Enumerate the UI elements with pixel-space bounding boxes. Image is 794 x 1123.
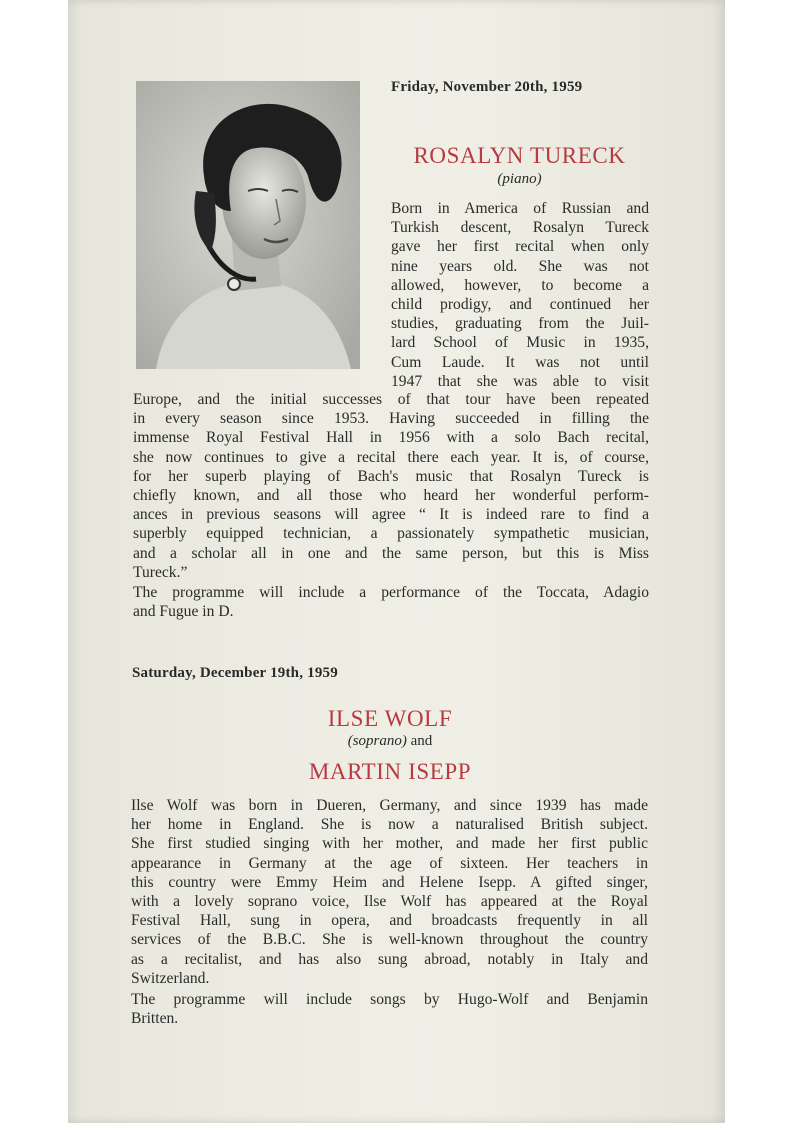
bio-line: Festival Hall, sung in opera, and broadcasts frequently in all bbox=[131, 912, 648, 930]
programme-line: Britten. bbox=[131, 1010, 179, 1028]
concert2-programme-note bbox=[131, 990, 648, 1028]
portrait-photo-rosalyn-tureck bbox=[136, 81, 360, 369]
bio-line: she now continues to give a recital there each year. It is, of course, bbox=[133, 448, 649, 466]
bio-line: She first studied singing with her mother, and made her first public bbox=[131, 835, 648, 853]
concert1-instrument: (piano) bbox=[497, 171, 542, 187]
bio-line: in every season since 1953. Having succeeded in filling the bbox=[133, 410, 649, 428]
bio-line: allowed, however, to become a bbox=[391, 276, 649, 294]
programme-line: The programme will include a performance of the Toccata, Adagio bbox=[133, 584, 649, 601]
bio-line: services of the B.B.C. She is well-known throughout the country bbox=[131, 931, 648, 949]
concert2-conjunction: and bbox=[406, 733, 433, 749]
concert1-programme-note bbox=[133, 583, 649, 621]
bio-line: studies, graduating from the Juil- bbox=[391, 315, 649, 333]
bio-line: Europe, and the initial successes of that tour have been repeated bbox=[133, 391, 649, 408]
bio-line: appearance in Germany at the age of sixteen. Her teachers in bbox=[131, 854, 648, 872]
bio-line: Switzerland. bbox=[131, 969, 210, 987]
bio-line: immense Royal Festival Hall in 1956 with a solo Bach recital, bbox=[133, 429, 649, 447]
bio-line: with a lovely soprano voice, Ilse Wolf has appeared at the Royal bbox=[131, 893, 648, 911]
concert1-artist-name: ROSALYN TURECK bbox=[413, 143, 626, 168]
concert2-instrument-line bbox=[130, 733, 650, 750]
concert2-date: Saturday, December 19th, 1959 bbox=[132, 665, 338, 681]
bio-line: gave her first recital when only bbox=[391, 238, 649, 256]
bio-line: and a scholar all in one and the same person, but this is Miss bbox=[133, 544, 649, 562]
bio-line: Born in America of Russian and bbox=[391, 200, 649, 217]
bio-line: ances in previous seasons will agree “ It is indeed rare to find a bbox=[133, 506, 649, 524]
bio-line: as a recitalist, and has also sung abroad, notably in Italy and bbox=[131, 950, 648, 968]
concert1-bio-wide bbox=[133, 390, 649, 582]
programme-line: The programme will include songs by Hugo-Wolf and Benjamin bbox=[131, 991, 648, 1008]
bio-line: Turkish descent, Rosalyn Tureck bbox=[391, 219, 649, 237]
concert1-date: Friday, November 20th, 1959 bbox=[391, 79, 583, 95]
concert2-instrument: (soprano) bbox=[347, 733, 407, 749]
concert2-bio bbox=[131, 796, 648, 988]
bio-line: for her superb playing of Bach's music that Rosalyn Tureck is bbox=[133, 467, 649, 485]
bio-line: Ilse Wolf was born in Dueren, Germany, and since 1939 has made bbox=[131, 797, 648, 814]
bio-line: her home in England. She is now a naturalised British subject. bbox=[131, 816, 648, 834]
concert2-artist2-name: MARTIN ISEPP bbox=[308, 759, 472, 784]
bio-line: child prodigy, and continued her bbox=[391, 296, 649, 314]
concert2-artist1-name: ILSE WOLF bbox=[327, 706, 453, 731]
bio-line: 1947 that she was able to visit bbox=[391, 372, 649, 390]
bio-line: this country were Emmy Heim and Helene Isepp. A gifted singer, bbox=[131, 873, 648, 891]
concert1-bio-narrow bbox=[391, 199, 649, 391]
programme-line: and Fugue in D. bbox=[133, 603, 234, 621]
bio-line: Cum Laude. It was not until bbox=[391, 353, 649, 371]
bio-line: chiefly known, and all those who heard her wonderful perform- bbox=[133, 487, 649, 505]
bio-line: nine years old. She was not bbox=[391, 257, 649, 275]
bio-line: Tureck.” bbox=[133, 563, 188, 581]
bio-line: superbly equipped technician, a passionately sympathetic musician, bbox=[133, 525, 649, 543]
bio-line: lard School of Music in 1935, bbox=[391, 334, 649, 352]
